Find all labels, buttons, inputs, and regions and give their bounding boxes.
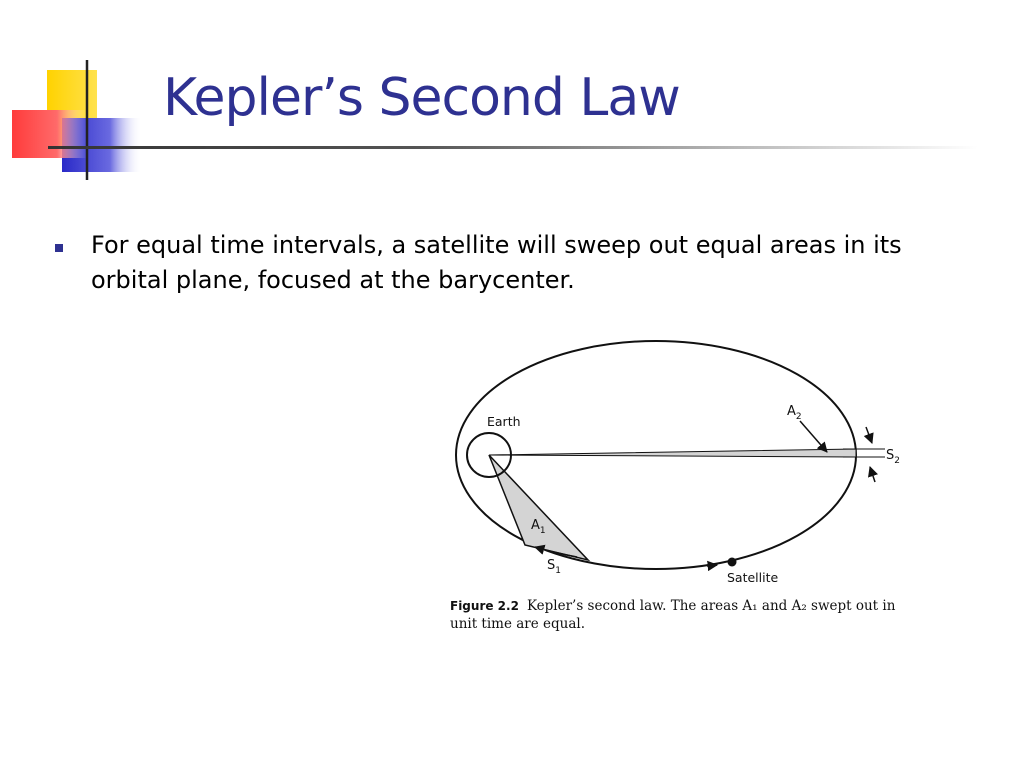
bullet-square-icon bbox=[55, 244, 63, 252]
a2-label: $A_2$ bbox=[787, 404, 802, 422]
kepler-figure bbox=[445, 335, 920, 640]
earth-label: Earth bbox=[487, 414, 521, 429]
deco-red-square bbox=[12, 110, 87, 158]
figure-number: Figure 2.2 bbox=[450, 599, 519, 613]
satellite-dot bbox=[728, 558, 737, 567]
corner-decoration bbox=[0, 0, 170, 185]
orbit-diagram bbox=[445, 335, 920, 640]
swept-area-a2 bbox=[489, 449, 856, 457]
s1-label: $S_1$ bbox=[547, 558, 561, 576]
s2-bottom-arrow bbox=[870, 467, 875, 482]
bullet-text: For equal time intervals, a satellite will sweep out equal areas in its orbital plane, focused at the barycenter. bbox=[91, 231, 902, 294]
orbit-direction-arrow bbox=[707, 565, 717, 566]
slide-title: Kepler’s Second Law bbox=[163, 68, 680, 128]
figure-caption-text: Kepler’s second law. The areas A₁ and A₂ swept out in unit time are equal. bbox=[450, 598, 896, 632]
figure-caption bbox=[450, 597, 910, 633]
s2-label: $S_2$ bbox=[886, 448, 900, 466]
a2-pointer-arrow bbox=[800, 421, 827, 452]
satellite-label: Satellite bbox=[727, 570, 779, 585]
s2-top-arrow bbox=[866, 427, 872, 443]
title-underline bbox=[48, 146, 978, 149]
a1-label: $A_1$ bbox=[531, 518, 546, 536]
